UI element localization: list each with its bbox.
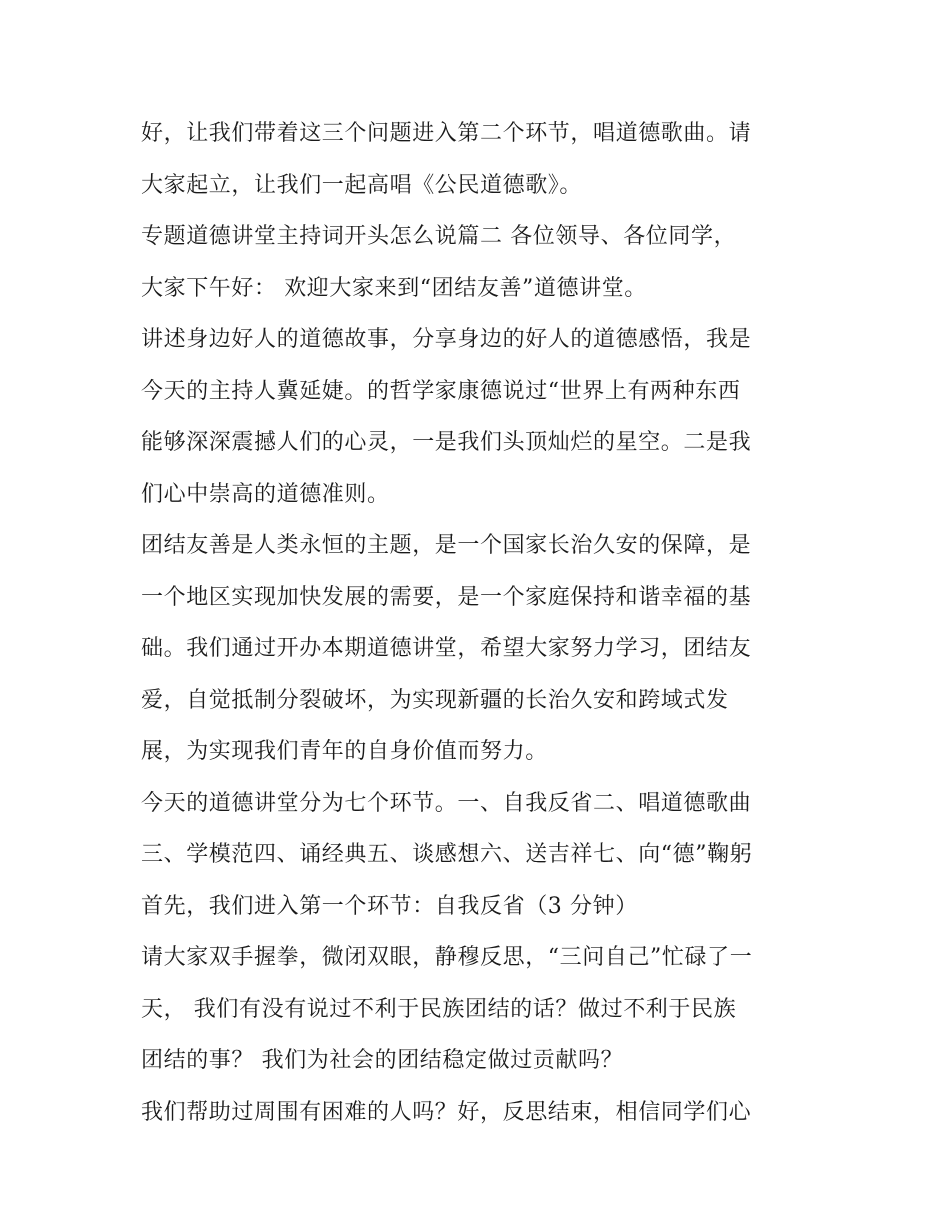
body-text	[141, 108, 821, 1138]
text-line: 今天的主持人冀延婕。的哲学家康德说过“世界上有两种东西	[141, 378, 741, 404]
text-line: 讲述身边好人的道德故事，分享身边的好人的道德感悟，我是	[141, 327, 752, 352]
text-line: 展，为实现我们青年的自身价值而努力。	[141, 739, 548, 764]
text-line: 团结友善是人类永恒的主题，是一个国家长治久安的保障，是	[141, 533, 752, 558]
text-line: 大家下午好： 欢迎大家来到“团结友善”道德讲堂。	[141, 275, 647, 301]
text-line: 首先，我们进入第一个环节：自我反省（3 分钟）	[141, 893, 638, 919]
text-line: 专题道德讲堂主持词开头怎么说篇二 各位领导、各位同学，	[141, 224, 737, 249]
text-line: 们心中崇高的道德准则。	[141, 481, 390, 507]
text-line: 能够深深震撼人们的心灵，一是我们头顶灿烂的星空。二是我	[141, 430, 752, 455]
text-line: 爱，自觉抵制分裂破坏，为实现新疆的长治久安和跨域式发	[141, 687, 729, 713]
text-line: 天， 我们有没有说过不利于民族团结的话？做过不利于民族	[141, 996, 737, 1022]
text-line: 三、学模范四、诵经典五、谈感想六、送吉祥七、向“德”鞠躬	[141, 842, 753, 867]
text-line: 团结的事？ 我们为社会的团结稳定做过贡献吗？	[141, 1048, 624, 1073]
text-line: 请大家双手握拳，微闭双眼，静穆反思，“三问自己”忙碌了一	[141, 945, 753, 970]
text-line: 大家起立，让我们一起高唱《公民道德歌》。	[141, 172, 583, 198]
text-line: 我们帮助过周围有困难的人吗？好，反思结束，相信同学们心	[141, 1099, 752, 1125]
text-line: 础。我们通过开办本期道德讲堂，希望大家努力学习，团结友	[141, 636, 752, 661]
text-line: 今天的道德讲堂分为七个环节。一、自我反省二、唱道德歌曲	[141, 790, 752, 816]
text-line: 一个地区实现加快发展的需要，是一个家庭保持和谐幸福的基	[141, 584, 752, 610]
text-line: 好，让我们带着这三个问题进入第二个环节，唱道德歌曲。请	[141, 121, 752, 146]
